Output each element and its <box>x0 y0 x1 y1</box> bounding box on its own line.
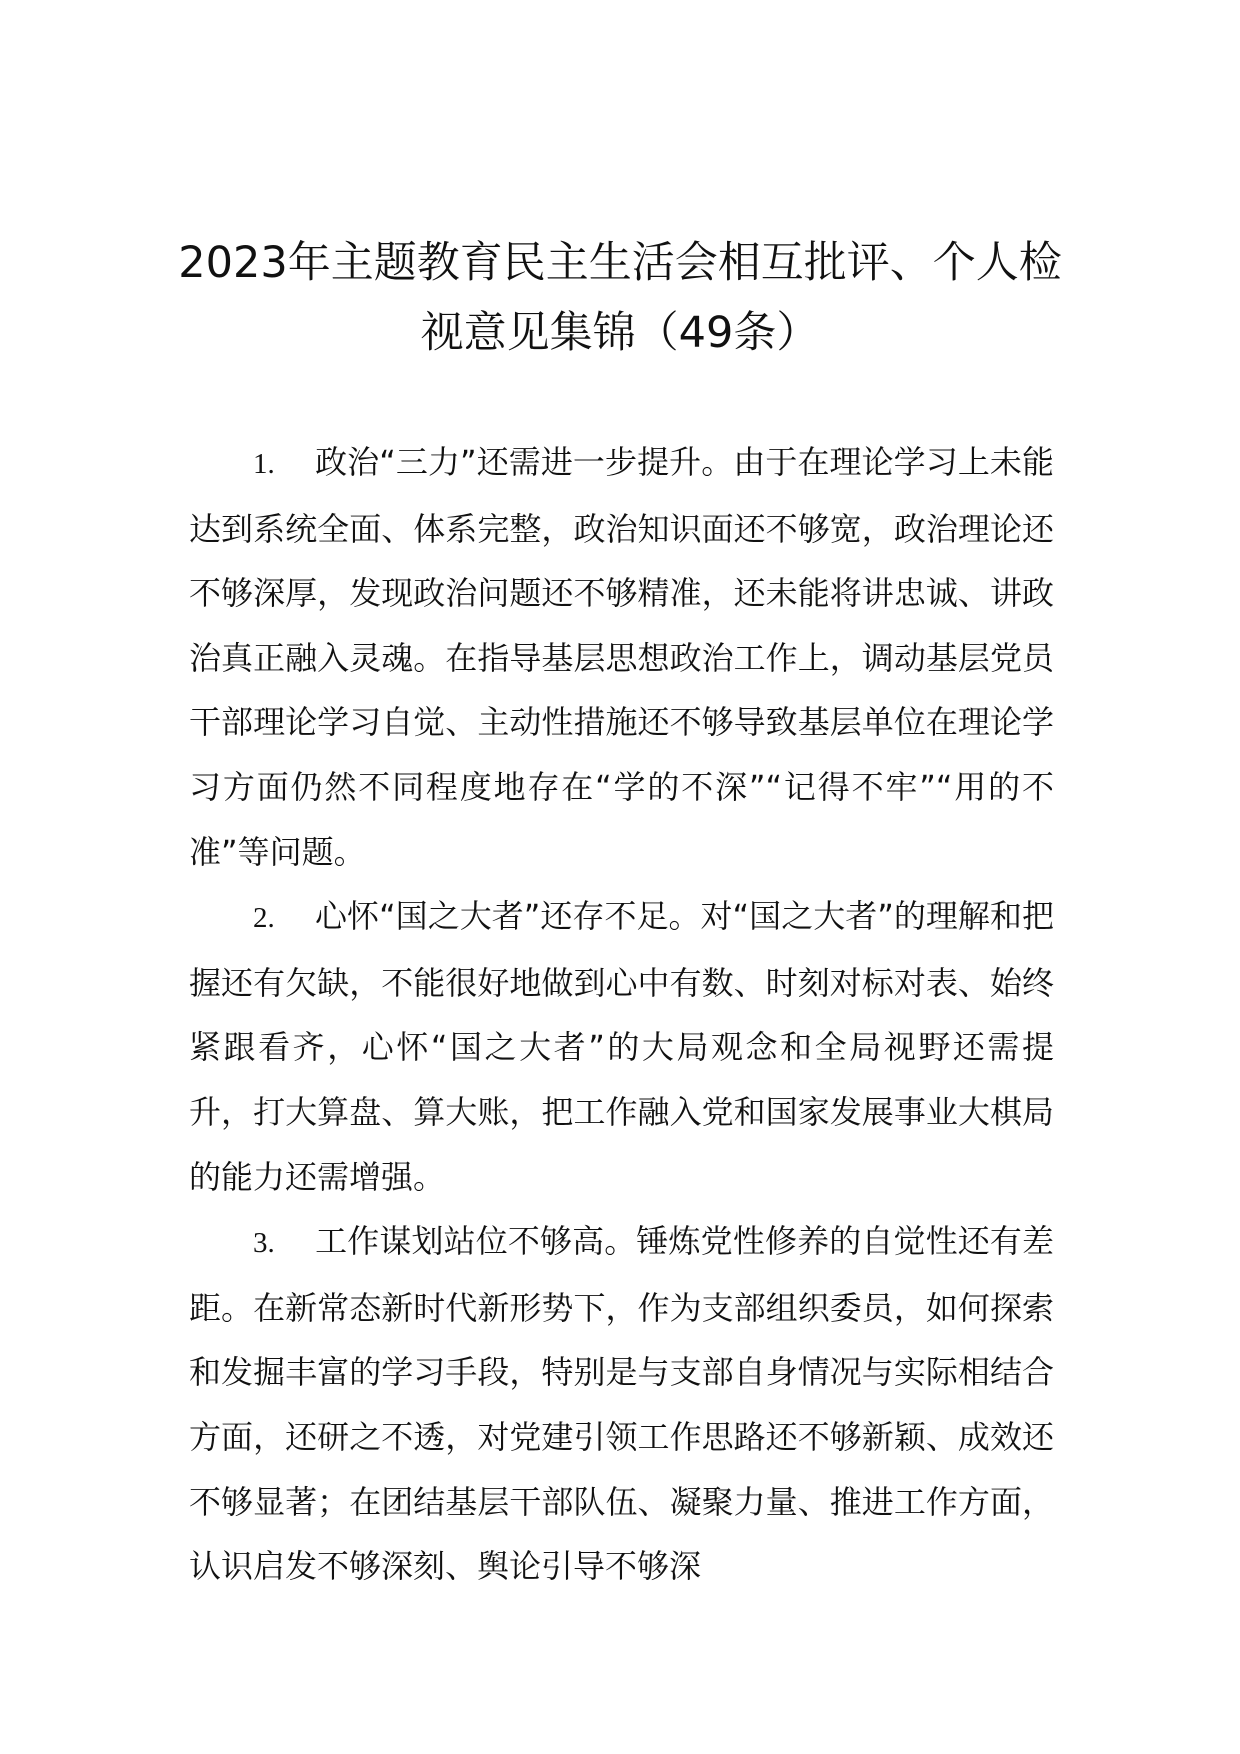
item-text: 政治“三力”还需进一步提升。由于在理论学习上未能达到系统全面、体系完整，政治知识面还不够宽，政治理论还不够深厚，发现政治问题还不够精准，还未能将讲忠诚、讲政治真正融入灵魂。在指导基层思想政治工作上，调动基层党员干部理论学习自觉、主动性措施还不够导致基层单位在理论学习方面仍然不同程度地存在“学的不深”“记得不牢”“用的不准”等问题。 <box>189 443 1054 871</box>
document-body <box>189 430 1054 1599</box>
item-index: 3. <box>253 1227 275 1260</box>
item-text: 工作谋划站位不够高。锤炼党性修养的自觉性还有差距。在新常态新时代新形势下，作为支部组织委员，如何探索和发掘丰富的学习手段，特别是与支部自身情况与实际相结合方面，还研之不透，对党建引领工作思路还不够新颖、成效还不够显著；在团结基层干部队伍、凝聚力量、推进工作方面，认识启发不够深刻、舆论引导不够深 <box>189 1222 1054 1586</box>
document-title: 2023年主题教育民主生活会相互批评、个人检视意见集锦（49条） <box>178 238 1062 358</box>
list-item <box>189 430 1054 884</box>
list-item <box>189 884 1054 1209</box>
list-item <box>189 1209 1054 1599</box>
item-index: 2. <box>253 902 275 935</box>
item-text: 心怀“国之大者”还存不足。对“国之大者”的理解和把握还有欠缺，不能很好地做到心中有数、时刻对标对表、始终紧跟看齐，心怀“国之大者”的大局观念和全局视野还需提升，打大算盘、算大账，把工作融入党和国家发展事业大棋局的能力还需增强。 <box>189 897 1054 1196</box>
item-index: 1. <box>253 448 275 480</box>
